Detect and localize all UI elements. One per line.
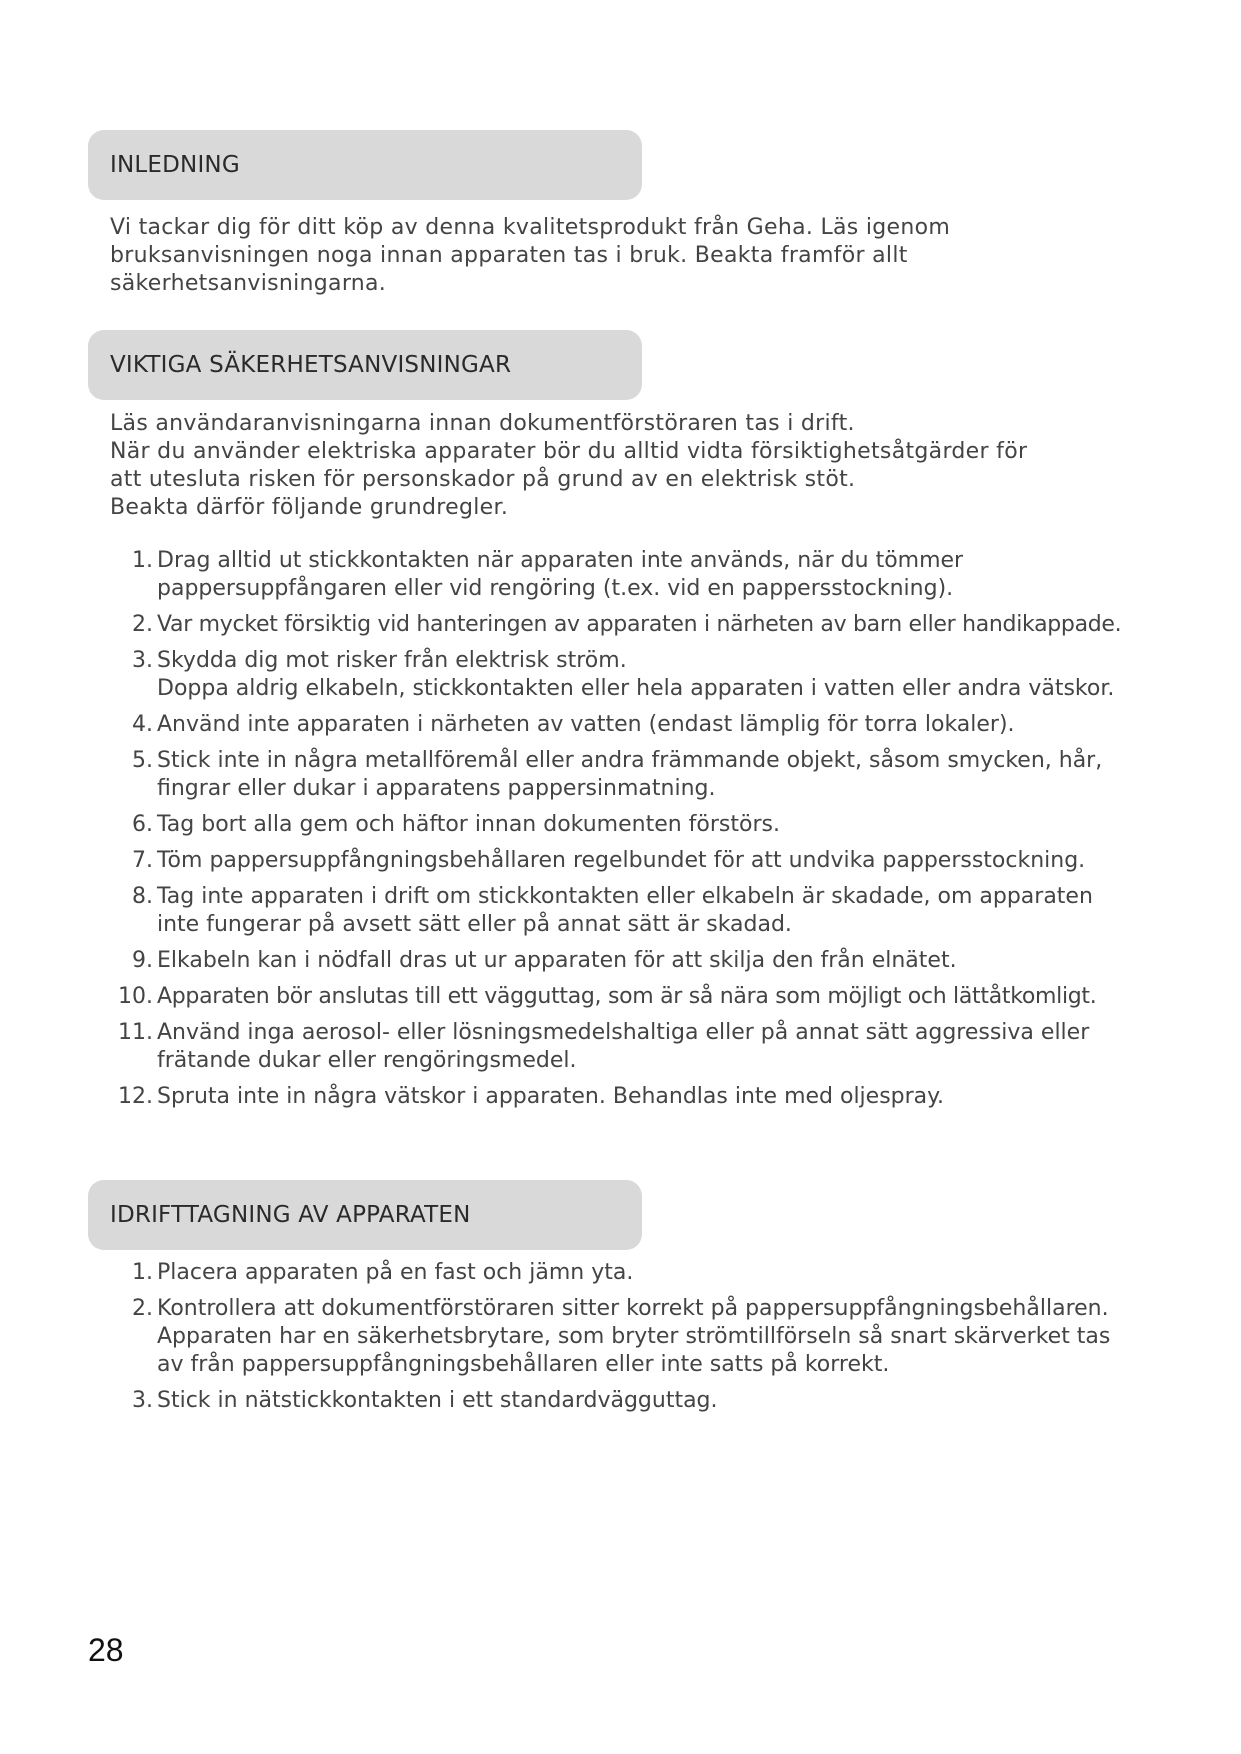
list-item bbox=[110, 1083, 1140, 1111]
item-number: 3. bbox=[132, 648, 153, 673]
item-text: Placera apparaten på en fast och jämn yta. bbox=[157, 1260, 634, 1285]
list-item bbox=[110, 547, 1140, 603]
item-text: Stick in nätstickkontakten i ett standardvägguttag. bbox=[157, 1388, 718, 1413]
item-number: 6. bbox=[132, 812, 153, 837]
item-number: 5. bbox=[132, 748, 153, 773]
list-item bbox=[110, 711, 1140, 739]
safety-intro-line: Läs användaranvisningarna innan dokumentförstöraren tas i drift. bbox=[110, 411, 855, 436]
safety-intro bbox=[110, 410, 1140, 522]
item-number: 12. bbox=[118, 1084, 153, 1109]
safety-list bbox=[110, 547, 1140, 1119]
setup-list bbox=[110, 1259, 1140, 1423]
item-number: 4. bbox=[132, 712, 153, 737]
section-title: IDRIFTTAGNING AV APPARATEN bbox=[110, 1202, 471, 1228]
intro-text: Vi tackar dig för ditt köp av denna kvalitetsprodukt från Geha. Läs igenom bruksanvisningen noga innan apparaten tas i bruk. Beakta framför allt säkerhetsanvisningarna. bbox=[110, 215, 951, 296]
list-item bbox=[110, 947, 1140, 975]
item-text: Apparaten bör anslutas till ett vägguttag, som är så nära som möjligt och lättåtkomligt. bbox=[157, 984, 1097, 1009]
intro-paragraph bbox=[110, 214, 1140, 298]
item-number: 1. bbox=[132, 548, 153, 573]
item-text-continued: Doppa aldrig elkabeln, stickkontakten eller hela apparaten i vatten eller andra vätskor. bbox=[157, 676, 1115, 701]
item-number: 10. bbox=[118, 984, 153, 1009]
item-text: Drag alltid ut stickkontakten när apparaten inte används, när du tömmer pappersuppfångaren eller vid rengöring (t.ex. vid en pappersstockning). bbox=[157, 548, 964, 601]
item-text: Var mycket försiktig vid hanteringen av apparaten i närheten av barn eller handikappade. bbox=[157, 612, 1122, 637]
list-item bbox=[110, 747, 1140, 803]
list-item bbox=[110, 1019, 1140, 1075]
item-text: Använd inga aerosol- eller lösningsmedelshaltiga eller på annat sätt aggressiva eller frätande dukar eller rengöringsmedel. bbox=[157, 1020, 1090, 1073]
list-item bbox=[110, 647, 1140, 703]
section-header-intro bbox=[88, 130, 642, 200]
item-number: 3. bbox=[132, 1388, 153, 1413]
item-number: 9. bbox=[132, 948, 153, 973]
list-item bbox=[110, 811, 1140, 839]
safety-intro-line: När du använder elektriska apparater bör du alltid vidta försiktighetsåtgärder för att utesluta risken för personskador på grund av en elektrisk stöt. bbox=[110, 439, 1028, 492]
list-item bbox=[110, 1259, 1140, 1287]
item-text: Tag bort alla gem och häftor innan dokumenten förstörs. bbox=[157, 812, 780, 837]
item-number: 8. bbox=[132, 884, 153, 909]
item-text: Kontrollera att dokumentförstöraren sitter korrekt på pappersuppfångningsbehållaren. Apparaten har en säkerhetsbrytare, som bryter strömtillförseln så snart skärverket tas av från pappersuppfångningsbehållaren eller inte satts på korrekt. bbox=[157, 1296, 1111, 1377]
item-number: 11. bbox=[118, 1020, 153, 1045]
list-item bbox=[110, 1387, 1140, 1415]
page-number: 28 bbox=[88, 1632, 124, 1668]
item-text: Skydda dig mot risker från elektrisk ström. bbox=[157, 648, 627, 673]
item-text: Använd inte apparaten i närheten av vatten (endast lämplig för torra lokaler). bbox=[157, 712, 1015, 737]
item-number: 2. bbox=[132, 612, 153, 637]
item-text: Stick inte in några metallföremål eller andra främmande objekt, såsom smycken, hår, fingrar eller dukar i apparatens pappersinmatning. bbox=[157, 748, 1103, 801]
section-title: INLEDNING bbox=[110, 152, 240, 178]
list-item bbox=[110, 847, 1140, 875]
item-text: Elkabeln kan i nödfall dras ut ur apparaten för att skilja den från elnätet. bbox=[157, 948, 957, 973]
item-text: Töm pappersuppfångningsbehållaren regelbundet för att undvika pappersstockning. bbox=[157, 848, 1086, 873]
safety-intro-line: Beakta därför följande grundregler. bbox=[110, 495, 509, 520]
item-number: 7. bbox=[132, 848, 153, 873]
list-item bbox=[110, 1295, 1140, 1379]
list-item bbox=[110, 883, 1140, 939]
item-number: 2. bbox=[132, 1296, 153, 1321]
section-header-setup bbox=[88, 1180, 642, 1250]
item-number: 1. bbox=[132, 1260, 153, 1285]
section-title: VIKTIGA SÄKERHETSANVISNINGAR bbox=[110, 352, 512, 378]
item-text: Tag inte apparaten i drift om stickkontakten eller elkabeln är skadade, om apparaten inte fungerar på avsett sätt eller på annat sätt är skadad. bbox=[157, 884, 1093, 937]
list-item bbox=[110, 983, 1140, 1011]
item-text: Spruta inte in några vätskor i apparaten. Behandlas inte med oljespray. bbox=[157, 1084, 945, 1109]
section-header-safety bbox=[88, 330, 642, 400]
list-item bbox=[110, 611, 1140, 639]
